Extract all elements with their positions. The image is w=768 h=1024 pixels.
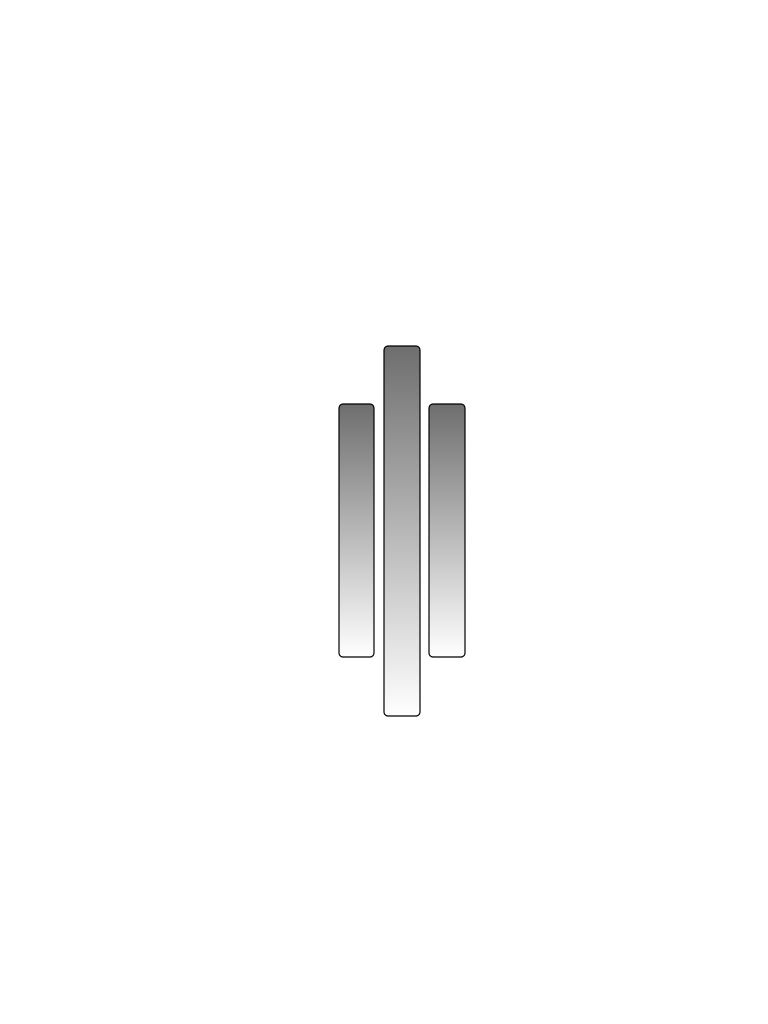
center-bar (384, 346, 420, 716)
right-bar (429, 404, 465, 657)
left-bar (339, 404, 374, 657)
